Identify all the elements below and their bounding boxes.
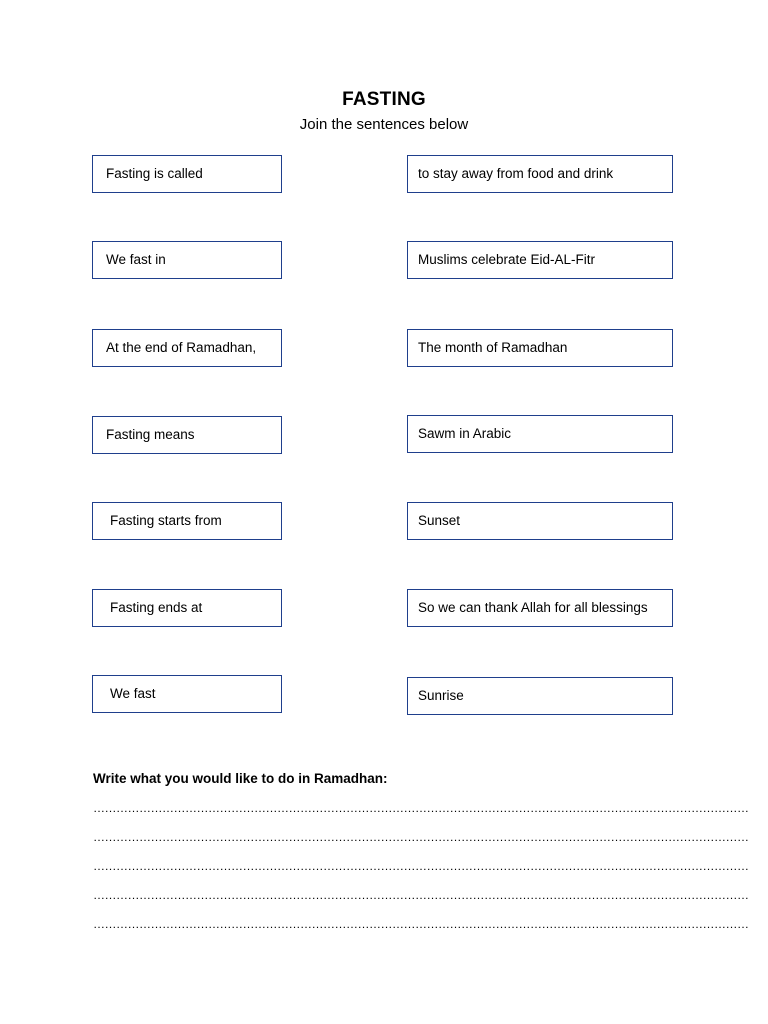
writing-line-2[interactable]: ……………………………………………………………………………………………………………………………………………………… — [93, 830, 749, 844]
left-box-text: We fast in — [106, 252, 166, 267]
right-box-text: Sawm in Arabic — [418, 426, 512, 441]
right-box-5 — [407, 502, 673, 540]
left-box-text: Fasting means — [106, 427, 195, 442]
left-box-4 — [92, 416, 282, 454]
right-box-3 — [407, 329, 673, 367]
right-box-2 — [407, 241, 673, 279]
writing-prompt: Write what you would like to do in Ramadhan: — [93, 771, 388, 786]
left-box-text: Fasting starts from — [110, 513, 222, 528]
left-box-6 — [92, 589, 282, 627]
left-box-text: Fasting is called — [106, 166, 203, 181]
left-box-1 — [92, 155, 282, 193]
right-box-text: to stay away from food and drink — [418, 166, 614, 181]
worksheet-subtitle: Join the sentences below — [299, 116, 469, 133]
left-box-7 — [92, 675, 282, 713]
right-box-text: Muslims celebrate Eid-AL-Fitr — [418, 252, 596, 267]
left-box-3 — [92, 329, 282, 367]
writing-line-3[interactable]: ……………………………………………………………………………………………………………………………………………………… — [93, 859, 749, 873]
left-box-text: We fast — [110, 686, 156, 701]
right-box-text: The month of Ramadhan — [418, 340, 568, 355]
right-box-text: Sunrise — [418, 688, 464, 703]
right-box-4 — [407, 415, 673, 453]
writing-line-5[interactable]: ……………………………………………………………………………………………………………………………………………………… — [93, 917, 749, 931]
worksheet-title: FASTING — [342, 89, 426, 110]
writing-line-4[interactable]: ……………………………………………………………………………………………………………………………………………………… — [93, 888, 749, 902]
left-box-text: At the end of Ramadhan, — [106, 340, 257, 355]
right-box-text: Sunset — [418, 513, 461, 528]
right-box-1 — [407, 155, 673, 193]
right-box-6 — [407, 589, 673, 627]
left-box-2 — [92, 241, 282, 279]
left-box-5 — [92, 502, 282, 540]
right-box-text: So we can thank Allah for all blessings — [418, 600, 648, 615]
writing-line-1[interactable]: ……………………………………………………………………………………………………………………………………………………… — [93, 801, 749, 815]
right-box-7 — [407, 677, 673, 715]
left-box-text: Fasting ends at — [110, 600, 203, 615]
